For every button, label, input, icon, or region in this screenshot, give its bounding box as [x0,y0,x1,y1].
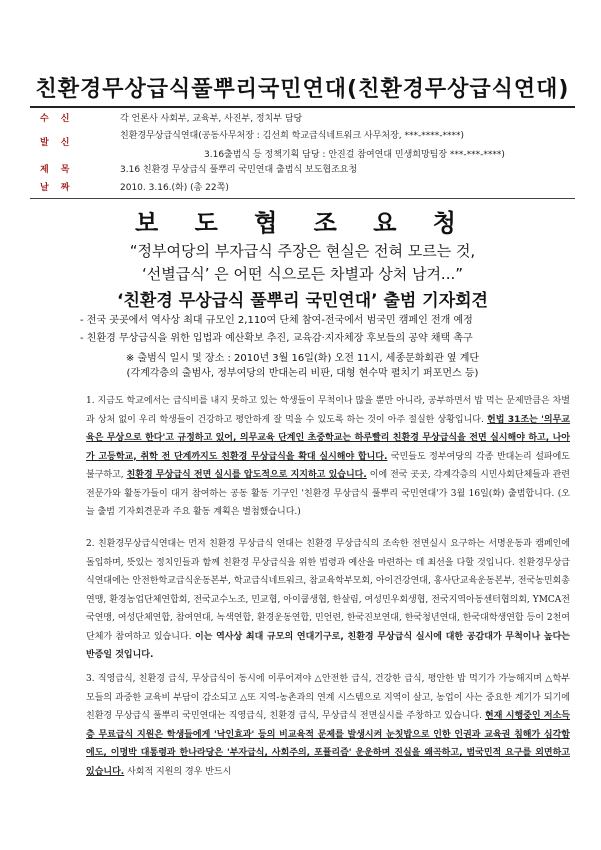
date-value: 2010. 3.16.(화) (총 22쪽) [120,183,229,193]
subpoint-1: - 전국 곳곳에서 역사상 최대 규모인 2,110여 단체 참여-전국에서 범국민 캠페인 전개 예정 [80,315,473,326]
event-info: ※ 출범식 일시 및 장소 : 2010년 3월 16일(화) 오전 11시, 세종문화회관 옆 계단 [125,353,480,364]
header-divider [30,106,575,108]
meta-divider [30,198,575,199]
paragraph-3 [86,670,570,781]
organization-title: 친환경무상급식풀뿌리국민연대(친환경무상급식연대) [35,77,570,102]
headline-line-2: ‘선별급식’ 은 어떤 식으로든 차별과 상처 남겨...” [141,265,464,283]
recipient-label: 수신 [40,114,82,124]
subject-label: 제목 [40,165,82,175]
paragraph-2 [86,535,570,665]
date-label: 날짜 [40,183,82,193]
meta-date [40,182,229,194]
headline-line-1: “정부여당의 부자급식 주장은 현실은 전혀 모르는 것, [129,242,476,260]
recipient-value: 각 언론사 사회부, 교육부, 사진부, 정치부 담당 [120,114,303,124]
paragraph-1 [86,392,570,522]
subpoint-2: - 친환경 무상급식을 위한 입법과 예산확보 추진, 교육감·지자체장 후보들의 공약 채택 촉구 [80,333,473,344]
paragraph-3-emphasis: 현재 시행중인 저소득층 무료급식 지원은 학생들에게 '낙인효과' 등의 비교육적 문제를 발생시켜 눈칫밥으로 인한 인권과 교육권 침해가 심각함에도, 이명박 대통령과 한나라당은 '부자급식, 사회주의, 포퓰리즘' 운운하며 진실을 왜곡하고, 범국민적 요구를 외면하고 있습니다. [86,711,571,777]
paragraph-2-text: 2. 친환경무상급식연대는 먼저 친환경 무상급식 연대는 친환경 무상급식의 조속한 전면실시 요구하는 서명운동과 캠페인에 돌입하며, 뜻있는 정치인들과 함께 친환경 무상급식을 위한 법령과 예산을 마련하는 데 최선을 다할 것입니다. 친환경무상급식연대에는 안전한학교급식운동본부, 학교급식네트워크, 참교육학부모회, 아이건강연대, 홍사단교육운동본부, 전국농민회총연맹, 환경농업단체연합회, 전국교수노조, 민교협, 아이쿱생협, 한살림, 여성민우회생협, 전국지역아동센터협의회, YMCA전국연맹, 여성단체연합, 참여연대, 녹색연합, 환경운동연합, 민언련, 한국진보연대, 한국청년연대, 한국대학생연합 등이 2천여 단체가 참여하고 있습니다. [86,539,570,642]
paragraph-1-text-c: 이에 전국 곳곳, 각계각층의 시민사회단체들과 관련 전문가와 활동가들이 대거 참여하는 공동 활동 기구인 '친환경 무상급식 풀뿌리 국민연대'가 3월 16일(화) 출범합니다. (오늘 출범 기자회견문과 주요 활동 계획은 별첨했습니다.) [86,470,571,517]
sender-label: 발신 [40,138,82,148]
paragraph-1-text-b: 국민들도 정부여당의 각종 반대논리 설파에도 불구하고, [86,451,570,480]
paragraph-1-emphasis-a: 헌법 31조는 '의무교육은 무상으로 한다'고 규정하고 있어, 의무교육 단계인 초중학교는 하루빨리 친환경 무상급식을 전면 실시해야 하고, 나아가 고등학교, 취학 전 단계까지도 친환경 무상급식을 확대 실시해야 합니다. [86,414,570,462]
paragraph-1-emphasis-b: 친환경 무상급식 전면 실시를 압도적으로 지지하고 있습니다. [126,470,367,480]
paragraph-3-text-b: 사회적 지원의 경우 반드시 [124,766,232,777]
meta-sender [40,130,505,161]
subject-value: 3.16 친환경 무상급식 풀뿌리 국민연대 출범식 보도협조요청 [120,165,358,175]
sender-line-2: 3.16출범식 등 정책기획 담당 : 안진걸 참여연대 민생희망팀장 ***-***-****) [204,150,505,160]
paragraph-2-emphasis: 이는 역사상 최대 규모의 연대기구로, 친환경 무상급식 실시에 대한 공감대가 무척이나 높다는 반증일 것입니다. [86,631,570,660]
sender-line-1: 친환경무상급식연대(공동사무처장 : 김선희 학교급식네트워크 사무처장, ***-****-****) [120,131,465,141]
headline-line-3: ‘친환경 무상급식 풀뿌리 국민연대’ 출범 기자회견 [117,291,488,311]
sender-value [120,130,505,161]
paragraph-1-text-a: 1. 지금도 학교에서는 급식비를 내지 못하고 있는 학생들이 무척이나 많을 뿐만 아니라, 공부하면서 밥 먹는 문제만큼은 차별과 상처 없이 우리 학생들이 건강하고 평안하게 잘 먹을 수 있도록 하는 것이 아주 절실한 상황입니다. [86,396,570,425]
event-program: (각계각층의 출범사, 정부여당의 반대논리 비판, 대형 현수막 펼치기 퍼포먼스 등) [126,368,479,379]
main-title: 보 도 협 조 요 청 [135,209,470,237]
meta-recipient [40,113,302,125]
paragraph-3-text-a: 3. 직영급식, 친환경 급식, 무상급식이 동시에 이루어져야 △안전한 급식, 건강한 급식, 평안한 밥 먹기가 가능해지며 △학부모들의 과중한 교육비 부담이 감소되고 △또 지역-농촌과의 연계 시스템으로 지역이 살고, 농업이 사는 중요한 계기가 되기에 친환경 무상급식 풀뿌리 국민연대는 직영급식, 친환경 급식, 무상급식 전면실시를 주창하고 있습니다. [86,674,570,721]
meta-subject [40,164,357,176]
